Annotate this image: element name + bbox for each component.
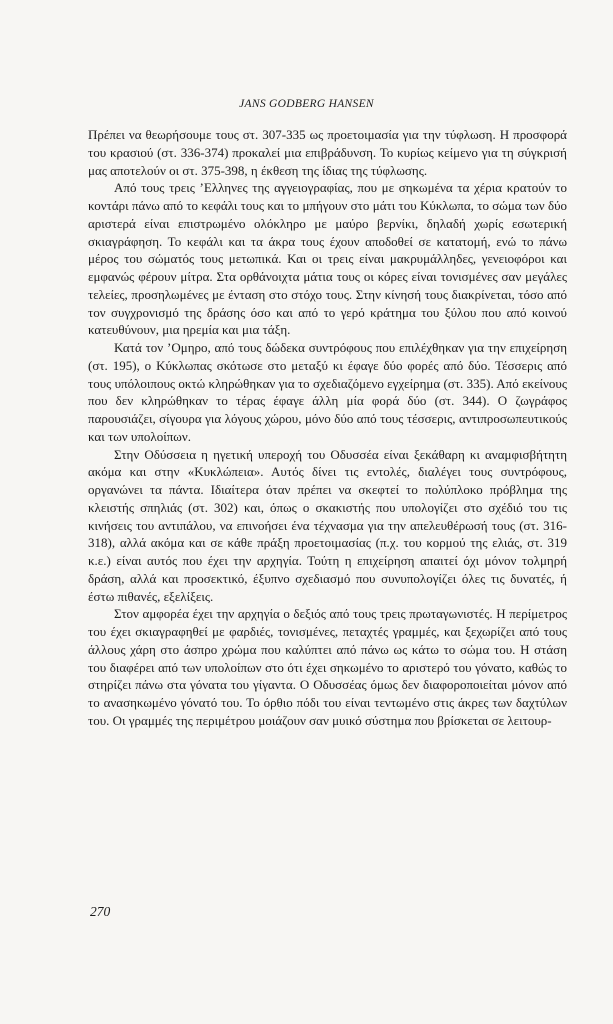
paragraph-2: Από τους τρεις ’Ελληνες της αγγειογραφίας, που με σηκωμένα τα χέρια κρατούν το κοντάρι πάνω από το κεφάλι τους και το μπήγουν στο μάτι του Κύκλωπα, το σώμα των δύο αριστερά είναι επιστρωμένο ολόκληρο με μαύρο βερνίκι, δηλαδή χωρίς εσωτερική σκιαγράφηση. Το κεφάλι και τα άκρα τους έχουν αποδοθεί σε κατατομή, ενώ το πάνω μέρος του σώματός τους μετωπικά. Και οι τρεις είναι μακρυμάλληδες, γενειοφόροι και εμφανώς φέρουν μίτρα. Στα ορθάνοιχτα μάτια τους οι κόρες είναι τονισμένες σαν μεγάλες τελείες, προσηλωμένες με ένταση στο στόχο τους. Στην κίνησή τους διακρίνεται, τόσο από τον συγχρονισμό της δράσης όσο και από το γερό κράτημα του ξύλου που από κοινού κατευθύνουν, μια ηρεμία και μια τάξη. bbox=[88, 180, 567, 338]
paragraph-5: Στον αμφορέα έχει την αρχηγία ο δεξιός από τους τρεις πρωταγωνιστές. Η περίμετρος του έχει σκιαγραφηθεί με φαρδιές, τονισμένες, πεταχτές γραμμές, και ξεχωρίζει από τους άλλους χάρη στο άσπρο χρώμα που καλύπτει από πάνω ως κάτω το σώμα του. Η στάση του διαφέρει από των υπολοίπων στο ότι έχει σηκωμένο το αριστερό του γόνατο, καθώς το στηρίζει πάνω στα γόνατα του γίγαντα. Ο Οδυσσέας όμως δεν διαφοροποιείται μόνον από το ανασηκωμένο γόνατό του. Το όρθιο πόδι του είναι τεντωμένο στις άκρες των δαχτύλων του. Οι γραμμές της περιμέτρου μοιάζουν σαν μυικό σύστημα που βρίσκεται σε λειτουρ- bbox=[88, 606, 567, 728]
paragraph-3: Κατά τον ’Ομηρο, από τους δώδεκα συντρόφους που επιλέχθηκαν για την επιχείρηση (στ. 195), ο Κύκλωπας σκότωσε στο μεταξύ κι έφαγε δύο φορές από δύο. Τέσσερις από τους υπόλοιπους οκτώ κληρώθηκαν για το σχεδιαζόμενο εγχείρημα (στ. 335). Από εκείνους που δεν κληρώθηκαν το τέρας έφαγε άλλη μία φορά δύο (στ. 344). Ο ζωγράφος παρουσιάζει, σίγουρα για λόγους χώρου, μόνο δύο από τους τέσσερις, αντιπροσωπευτικούς και των υπολοίπων. bbox=[88, 340, 567, 444]
body-text bbox=[88, 126, 567, 730]
paragraph-1: Πρέπει να θεωρήσουμε τους στ. 307-335 ως προετοιμασία για την τύφλωση. Η προσφορά του κρασιού (στ. 336-374) προκαλεί μια επιβράδυνση. Το κυρίως κείμενο για τη σύγκρισή μας αποτελούν οι στ. 375-398, η έκθεση της ίδιας της τύφλωσης. bbox=[88, 127, 567, 178]
page-number: 270 bbox=[90, 904, 111, 919]
paragraph-4: Στην Οδύσσεια η ηγετική υπεροχή του Οδυσσέα είναι ξεκάθαρη κι αναμφισβήτητη ακόμα και στην «Κυκλώπεια». Αυτός δίνει τις εντολές, διαλέγει τους συντρόφους, οργανώνει τα πάντα. Ιδιαίτερα όταν πρέπει να σκεφτεί το πολύπλοκο πρόβλημα της κλειστής σπηλιάς (στ. 302) και, όπως ο σκακιστής που υπολογίζει στο σχέδιό του τις κινήσεις του αντιπάλου, να επινοήσει ένα τέχνασμα για την απελευθέρωσή τους (στ. 316-318), αλλά ακόμα και σε κάθε πράξη προετοιμασίας (π.χ. του κορμού της ελιάς, στ. 319 κ.ε.) είναι αυτός που έχει την αρχηγία. Τούτη η επιχείρηση απαιτεί όχι μόνον τολμηρή δράση, αλλά και προσεκτικό, έξυπνο σχεδιασμό που συνυπολογίζει όλες τις δυνατές, ή έστω πιθανές, εξελίξεις. bbox=[88, 446, 567, 604]
running-head: JANS GODBERG HANSEN bbox=[239, 98, 374, 110]
